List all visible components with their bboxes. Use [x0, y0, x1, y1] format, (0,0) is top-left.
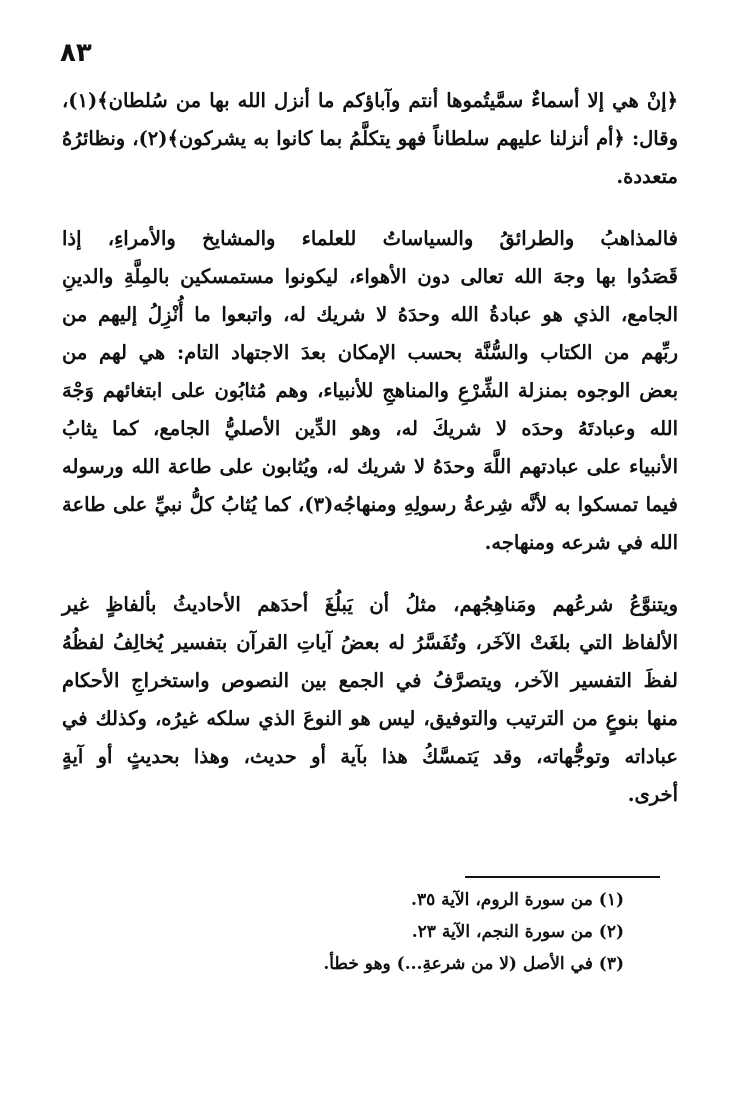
text-line: الجامع، الذي هو عبادةُ الله وحدَهُ لا شريك له، واتبعوا ما أُنْزِلُ إليهم من [62, 303, 678, 326]
page-number: ٨٣ [60, 38, 92, 68]
text-line: الأنبياء على عبادتهم اللَّهَ وحدَهُ لا شريك له، ويُثابون على طاعة الله ورسوله [62, 455, 678, 478]
text-line: ﴿إنْ هي إلا أسماءٌ سمَّيتُموها أنتم وآباؤكم ما أنزل الله بها من سُلطان﴾(١)، [62, 89, 678, 112]
paragraph-gap [62, 562, 678, 586]
text-line: الله في شرعه ومنهاجه. [484, 531, 678, 554]
text-line: بعض الوجوه بمنزلة الشِّرْعِ والمناهجِ للأنبياء، وهم مُثابُون على ابتغائهم وَجْهَ [62, 379, 678, 402]
text-line: أخرى. [627, 783, 678, 806]
text-line: وقال: ﴿أم أنزلنا عليهم سلطاناً فهو يتكلَّمُ بما كانوا به يشركون﴾(٢)، ونظائرُهُ [62, 127, 678, 150]
footnote: (١) من سورة الروم، الآية ٣٥. [411, 890, 624, 910]
text-line: ربِّهم من الكتاب والسُّنَّة بحسب الإمكان بعدَ الاجتهاد التام: هي لهم من [62, 341, 678, 364]
text-line: قَصَدُوا بها وجهَ الله تعالى دون الأهواء، ليكونوا مستمسكين بالمِلَّةِ والدينِ [62, 265, 678, 288]
footnote: (٣) في الأصل (لا من شرعةِ...) وهو خطأ. [323, 954, 624, 974]
text-line: عباداته وتوجُّهاته، وقد يَتمسَّكُ هذا بآية أو حديث، وهذا بحديثٍ أو آيةٍ [62, 745, 678, 768]
main-text [62, 82, 678, 814]
text-line: الله وعبادتَهُ وحدَه لا شريكَ له، وهو الدِّين الأصليُّ الجامع، كما يثابُ [62, 417, 678, 440]
footnote-separator [465, 876, 660, 878]
text-line: فالمذاهبُ والطرائقُ والسياساتُ للعلماء والمشايخ والأمراءِ، إذا [62, 227, 678, 250]
paragraph-2 [62, 220, 678, 562]
paragraph-3 [62, 586, 678, 814]
footnotes [323, 884, 624, 980]
text-line: منها بنوعٍ من الترتيب والتوفيق، ليس هو النوعَ الذي سلكه غيرُه، وكذلك في [62, 707, 678, 730]
text-line: ويتنوَّعُ شرعُهم ومَناهِجُهم، مثلُ أن يَبلُغَ أحدَهم الأحاديثُ بألفاظٍ غير [62, 593, 678, 616]
text-line: الألفاظ التي بلغَتْ الآخَر، وتُفَسَّرُ له بعضُ آياتِ القرآن بتفسير يُخالِفُ لفظُهُ [62, 631, 678, 654]
footnote: (٢) من سورة النجم، الآية ٢٣. [411, 922, 624, 942]
paragraph-gap [62, 196, 678, 220]
text-line: لفظَ التفسير الآخر، ويتصرَّفُ في الجمع بين النصوص واستخراجِ الأحكام [62, 669, 678, 692]
text-line: متعددة. [616, 165, 678, 188]
text-line: فيما تمسكوا به لأنَّه شِرعةُ رسولِهِ ومنهاجُه(٣)، كما يُثابُ كلُّ نبيِّ على طاعة [62, 493, 678, 516]
paragraph-1 [62, 82, 678, 196]
